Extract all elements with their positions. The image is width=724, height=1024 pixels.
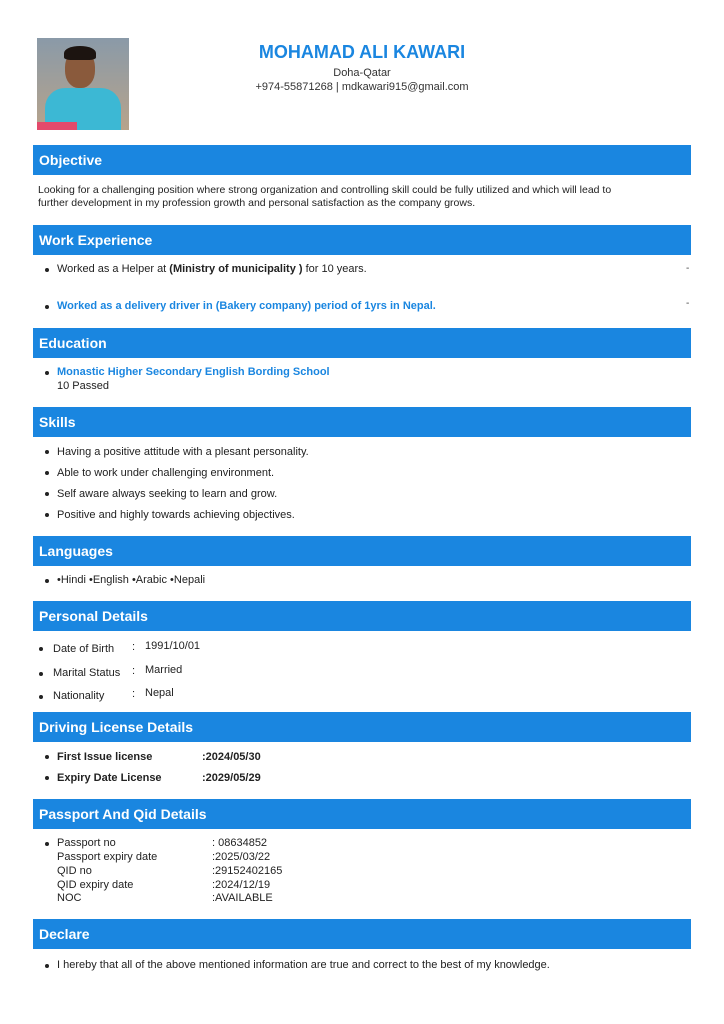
personal-label-marital: Marital Status: [53, 667, 121, 679]
skill-item: Having a positive attitude with a plesant personality.: [57, 446, 309, 458]
skill-item: Able to work under challenging environment.: [57, 467, 275, 479]
passport-value: : 08634852: [212, 837, 268, 849]
driving-label-expiry: Expiry Date License: [57, 772, 162, 784]
section-personal-details: Personal Details: [33, 601, 691, 631]
declaration-text: I hereby that all of the above mentioned information are true and correct to the best of my knowledge.: [57, 959, 550, 971]
passport-label: Passport expiry date: [57, 851, 158, 863]
work-item-2-employer: Bakery company: [219, 300, 308, 312]
work-item-1-employer: (Ministry of municipality ): [169, 263, 303, 275]
section-work-experience: Work Experience: [33, 225, 691, 255]
section-languages: Languages: [33, 536, 691, 566]
bullet: [45, 268, 49, 272]
bullet: [45, 492, 49, 496]
profile-photo: [37, 38, 129, 130]
driving-value-expiry: :2029/05/29: [202, 772, 261, 784]
section-education: Education: [33, 328, 691, 358]
bullet: [39, 695, 43, 699]
work-item-2-prefix: Worked as a delivery driver in (: [57, 300, 220, 312]
bullet: [45, 579, 49, 583]
passport-value: :2024/12/19: [212, 879, 271, 891]
bullet: [45, 964, 49, 968]
location: Doha-Qatar: [333, 67, 391, 79]
work-item-1: [57, 263, 367, 275]
work-item-1-suffix: for 10 years.: [302, 263, 367, 275]
section-declare: Declare: [33, 919, 691, 949]
photo-hair: [64, 46, 96, 60]
work-item-2: [57, 300, 436, 312]
contact-info: +974-55871268 | mdkawari915@gmail.com: [255, 81, 469, 93]
personal-label-dob: Date of Birth: [53, 643, 115, 655]
personal-value-marital: Married: [145, 664, 183, 676]
objective-line-2: further development in my profession growth and personal satisfaction as the company grows.: [38, 197, 476, 209]
bullet: [45, 305, 49, 309]
personal-sep: :: [132, 665, 136, 677]
work-item-2-dash: -: [686, 298, 690, 309]
candidate-name: MOHAMAD ALI KAWARI: [258, 42, 466, 62]
bullet: [45, 471, 49, 475]
driving-value-first-issue: :2024/05/30: [202, 751, 261, 763]
work-item-1-dash: -: [686, 263, 690, 274]
languages-list: •Hindi •English •Arabic •Nepali: [57, 574, 206, 586]
passport-label: QID no: [57, 865, 92, 877]
personal-label-nationality: Nationality: [53, 690, 105, 702]
section-objective: Objective: [33, 145, 691, 175]
photo-shirt-print: [37, 122, 77, 130]
work-item-1-prefix: Worked as a Helper at: [57, 263, 170, 275]
section-skills: Skills: [33, 407, 691, 437]
section-driving-license: Driving License Details: [33, 712, 691, 742]
passport-label: NOC: [57, 892, 82, 904]
bullet: [45, 450, 49, 454]
bullet: [45, 371, 49, 375]
bullet: [45, 755, 49, 759]
bullet: [39, 647, 43, 651]
education-school: Monastic Higher Secondary English Bording School: [57, 366, 330, 378]
bullet: [45, 513, 49, 517]
skill-item: Self aware always seeking to learn and grow.: [57, 488, 278, 500]
passport-label: Passport no: [57, 837, 116, 849]
personal-sep: :: [132, 688, 136, 700]
passport-value: :2025/03/22: [212, 851, 271, 863]
skill-item: Positive and highly towards achieving objectives.: [57, 509, 295, 521]
personal-sep: :: [132, 641, 136, 653]
bullet: [39, 672, 43, 676]
bullet: [45, 842, 49, 846]
work-item-2-suffix: ) period of 1yrs in Nepal.: [307, 300, 436, 312]
section-passport-qid: Passport And Qid Details: [33, 799, 691, 829]
personal-value-dob: 1991/10/01: [145, 640, 201, 652]
education-result: 10 Passed: [57, 380, 109, 392]
driving-label-first-issue: First Issue license: [57, 751, 153, 763]
passport-value: :AVAILABLE: [212, 892, 273, 904]
objective-line-1: Looking for a challenging position where strong organization and controlling skill could be fully utilized and which will lead to: [38, 184, 612, 196]
personal-value-nationality: Nepal: [145, 687, 174, 699]
bullet: [45, 776, 49, 780]
passport-label: QID expiry date: [57, 879, 134, 891]
passport-value: :29152402165: [212, 865, 283, 877]
